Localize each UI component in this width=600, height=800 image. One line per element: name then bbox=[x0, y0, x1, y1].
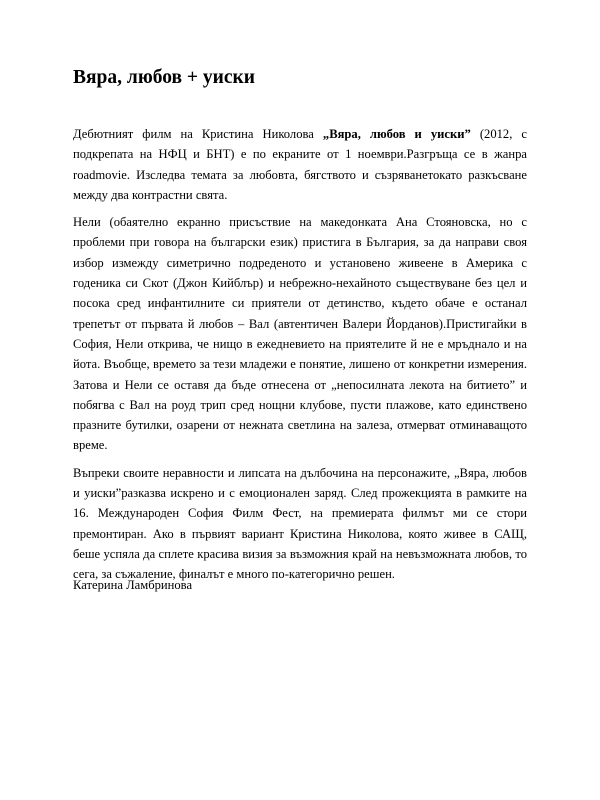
paragraph-1 bbox=[73, 124, 527, 205]
document-page bbox=[73, 0, 527, 800]
paragraph-1-intro: Дебютният филм на Кристина Николова bbox=[73, 127, 323, 141]
paragraph-1-rest: (2012, с подкрепата на НФЦ и БНТ) е по екраните от 1 ноември.Разгръща се в жанра roadmovie. Изследва темата за любовта, бягството и съзряванетокато разкъсване между два контрастни свята. bbox=[73, 127, 528, 202]
article-title: Вяра, любов + уиски bbox=[73, 67, 256, 88]
film-title-bold: „Вяра, любов и уиски” bbox=[322, 127, 471, 141]
author-signature: Катерина Ламбринова bbox=[73, 578, 193, 592]
article-body bbox=[73, 124, 527, 592]
paragraph-3: Въпреки своите неравности и липсата на дълбочина на персонажите, „Вяра, любов и уиски”разказва искрено и с емоционален заряд. След прожекцията в рамките на 16. Международен София Филм Фест, на премиерата филмът ми се стори премонтиран. Ако в първият вариант Кристина Николова, която живее в САЩ, беше успяла да сплете красива визия за възможния край на невъзможната любов, то сега, за съжаление, финалът е много по-категорично решен. bbox=[73, 465, 527, 582]
paragraph-2: Нели (обаятелно екранно присъствие на македонката Ана Стояновска, но с проблеми при говора на български език) пристига в България, за да направи своя избор измежду симетрично подреденото и установено живеене в Америка с годеника си Скот (Джон Кийблър) и небрежно-нехайното съществуване без цел и посока сред инфантилните си приятели от детинство, където обаче е останал трепетът от първата й любов – Вал (автентичен Валери Йорданов).Пристигайки в София, Нели открива, че нищо в ежедневието на приятелите й не е мръднало и на йота. Въобще, времето за тези младежи е понятие, лишено от конкретни измерения. Затова и Нели се оставя да бъде отнесена от „непосилната лекота на битието” и побягва с Вал на роуд трип сред нощни клубове, пусти плажове, като единствено празните бутилки, озарени от нежната светлина на залеза, отмерват отминаващото време. bbox=[73, 215, 527, 453]
